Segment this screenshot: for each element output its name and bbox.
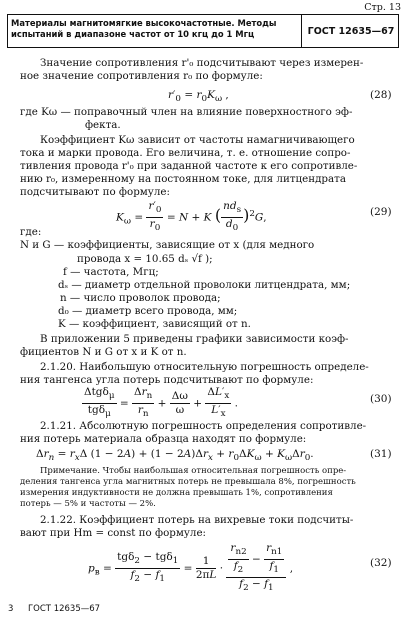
note-line: деления тангенса угла магнитных потерь не превышала 8%, погрешность	[20, 477, 356, 487]
text-line: Значение сопротивления r'₀ подсчитывают через измерен-	[40, 57, 364, 69]
text-line: фекта.	[85, 119, 121, 131]
text-line: ное значение сопротивления r₀ по формуле:	[20, 70, 263, 82]
page-label: Стр. 13	[364, 2, 401, 13]
text-line: где:	[20, 226, 42, 238]
text-line: n — число проволок провода;	[60, 292, 221, 304]
equation-28: $r'_0 = r_0K_\omega$ ,	[168, 89, 229, 105]
equation-number: (30)	[370, 393, 392, 405]
text-line: где Kω — поправочный член на влияние поверхностного эф-	[20, 106, 353, 118]
note-line: измерения индуктивности не должна превышать 1%, сопротивления	[20, 488, 333, 498]
text-line: K — коэффициент, зависящий от n.	[58, 318, 251, 330]
document-header	[7, 14, 399, 48]
header-title	[8, 15, 302, 47]
equation-29: $K_\omega$ = $\frac{r'_0}{r_0}$ = N + K ( $\frac{nd_s}{d_0}$ )$^2$G,	[116, 200, 267, 234]
text-line: f — частота, Мгц;	[63, 266, 159, 278]
text-line: ния тангенса угла потерь подсчитывают по формуле:	[20, 374, 314, 386]
text-line: провода x = 10.65 dₛ √f );	[77, 253, 213, 265]
header-title-line2: испытаний в диапазоне частот от 10 кгц до 1 Мгц	[11, 29, 255, 39]
text-line: 2.1.20. Наибольшую относительную погрешность определе-	[40, 361, 369, 373]
note-line: потерь — 5% и частоты — 2%.	[20, 499, 156, 509]
text-line: d₀ — диаметр всего провода, мм;	[58, 305, 238, 317]
footer-standard: ГОСТ 12635—67	[28, 604, 101, 614]
text-line: Коэффициент Kω зависит от частоты намагничивающего	[40, 134, 355, 146]
equation-number: (29)	[370, 206, 392, 218]
text-line: тока и марки провода. Его величина, т. е. отношение сопро-	[20, 147, 351, 159]
text-line: В приложении 5 приведены графики зависимости коэф-	[40, 333, 349, 345]
text-line: тивления провода r'₀ при заданной частоте к его сопротивле-	[20, 160, 358, 172]
header-standard: ГОСТ 12635—67	[307, 25, 395, 37]
text-line: 2.1.21. Абсолютную погрешность определения сопротивле-	[40, 420, 367, 432]
text-line: подсчитывают по формуле:	[20, 186, 170, 198]
text-line: 2.1.22. Коэффициент потерь на вихревые токи подсчиты-	[40, 514, 354, 526]
text-line: dₛ — диаметр отдельной проволоки литцендрата, мм;	[58, 279, 351, 291]
text-line: фициентов N и G от x и K от n.	[20, 346, 187, 358]
note-line: Примечание. Чтобы наибольшая относительная погрешность опре-	[40, 466, 347, 476]
text-line: нию r₀, измеренному на постоянном токе, для литцендрата	[20, 173, 347, 185]
footer-page-number: 3	[8, 604, 14, 614]
text-line: ния потерь материала образца находят по формуле:	[20, 433, 307, 445]
equation-31: $\Delta r_n = r_x\Delta$ $(1 - 2A) + (1 - 2A)\Delta r_x + r_0\Delta K_\omega + K_\omega\Delta r_0$.	[36, 448, 314, 464]
text-line: вают при Hm = const по формуле:	[20, 527, 207, 539]
equation-number: (32)	[370, 557, 392, 569]
equation-number: (28)	[370, 89, 392, 101]
equation-number: (31)	[370, 448, 392, 460]
header-title-line1: Материалы магнитомягкие высокочастотные. Методы	[11, 18, 277, 28]
text-line: N и G — коэффициенты, зависящие от x (для медного	[20, 239, 315, 251]
equation-30: $\frac{\Delta tg\delta_\mu}{tg\delta_\mu}$ = $\frac{\Delta r_n}{r_n}$ + $\frac{\Delta\omega}{\omega}$ + $\frac{\Delta L'_x}{L'_x}$ .	[84, 386, 239, 420]
equation-32: $p_в$ = $\frac{tg\delta_2 - tg\delta_1}{f_2 - f_1}$ = $\frac{1}{2\pi L}$ · $\frac{r_{n2}}{f_2}$ − $\frac{r_{n1}}{f_1}$ $f_2 - f_1$ ,	[88, 542, 294, 594]
